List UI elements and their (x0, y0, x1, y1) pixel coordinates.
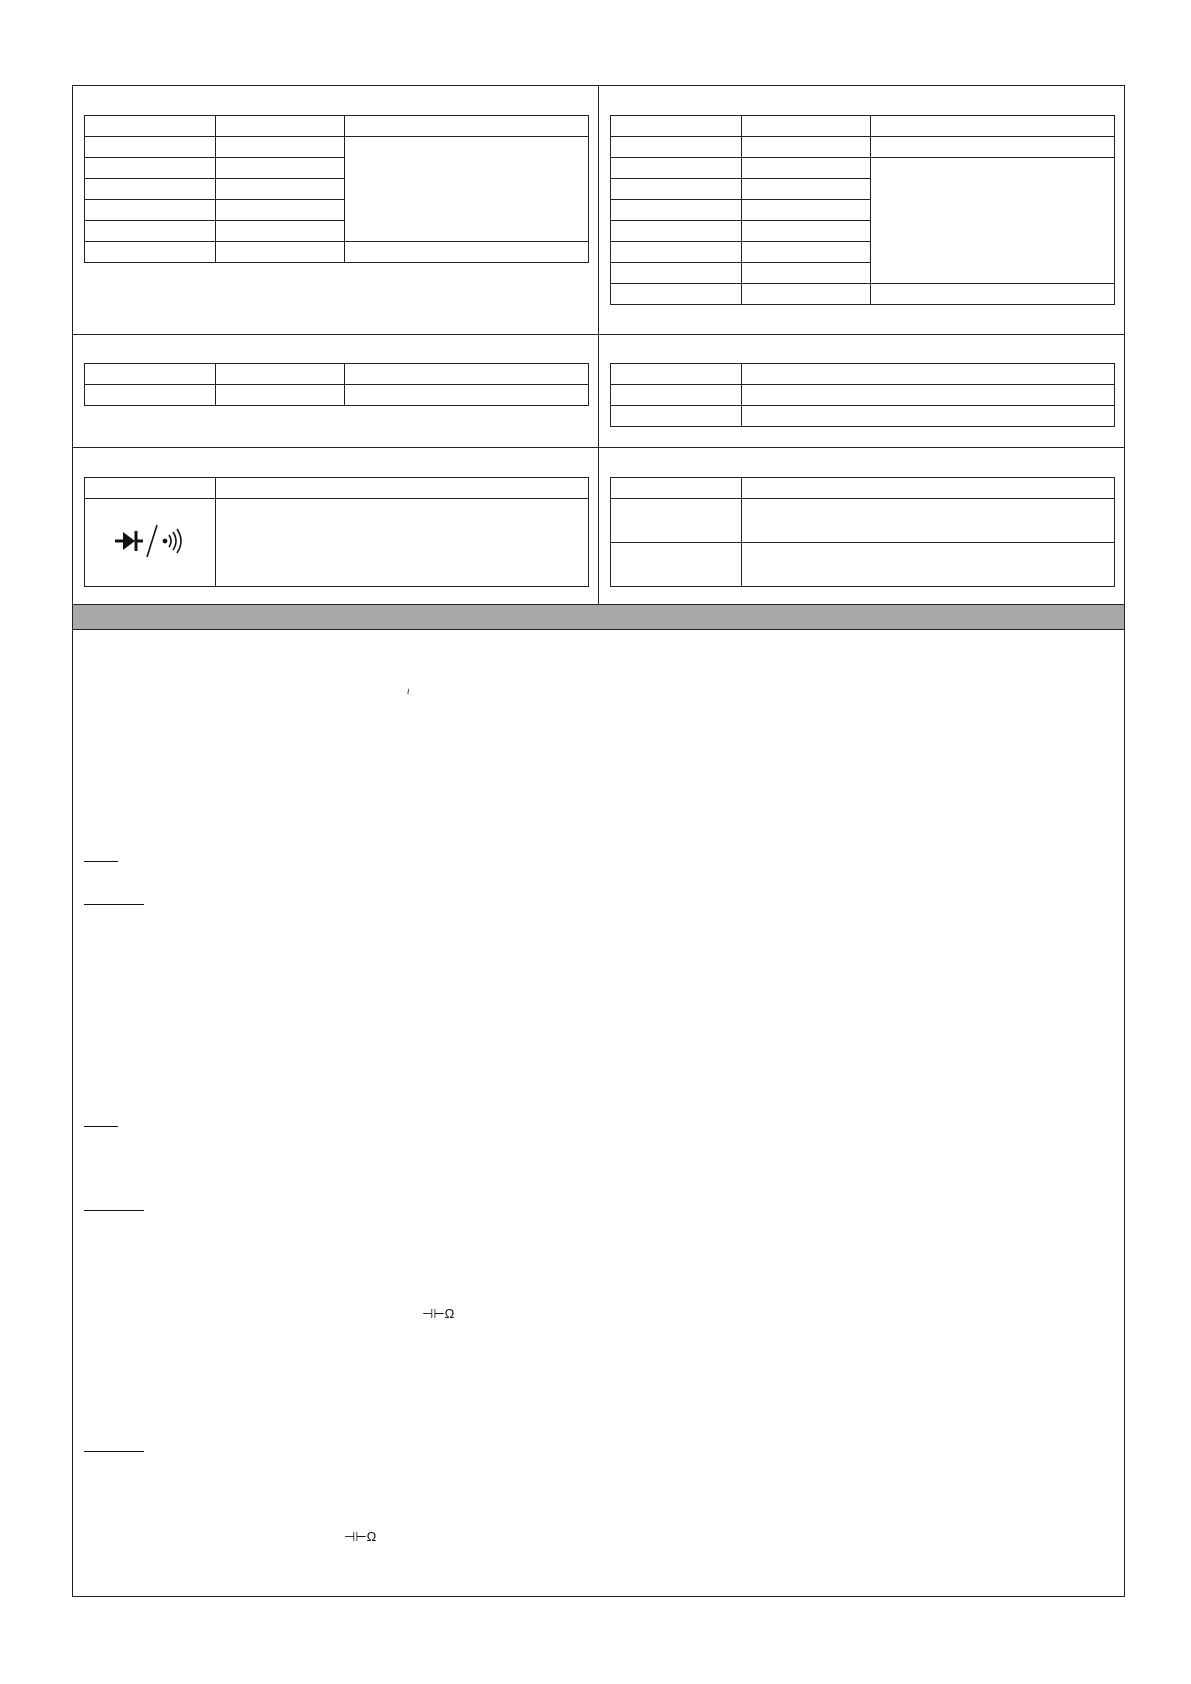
diode-continuity-symbol (85, 499, 216, 587)
table-row (85, 242, 589, 263)
table-cell (345, 116, 589, 137)
table-row (85, 137, 589, 158)
table-cell (216, 179, 345, 200)
table-cell (611, 200, 742, 221)
heading-underline-3 (84, 1126, 118, 1127)
table-cell (85, 242, 216, 263)
table-cell (216, 478, 589, 499)
spec-table-middle-left (84, 363, 589, 406)
table-cell (345, 364, 589, 385)
heading-underline-2 (84, 904, 144, 905)
section-header-band (73, 604, 1124, 630)
table-cell (871, 137, 1115, 158)
table-cell (611, 263, 742, 284)
spec-table-middle-right (610, 363, 1115, 427)
table-cell (742, 385, 1115, 406)
capacitor-ohm-icon-2: ⊣⊢Ω (344, 1529, 377, 1544)
heading-underline-4 (84, 1210, 144, 1211)
table-cell (611, 242, 742, 263)
table-cell (742, 221, 871, 242)
table-row (611, 364, 1115, 385)
table-row (611, 385, 1115, 406)
table-row (611, 284, 1115, 305)
table-cell (85, 221, 216, 242)
table-row (611, 158, 1115, 179)
capacitor-ohm-icon: ⊣⊢Ω (422, 1306, 455, 1321)
diode-continuity-icon (113, 521, 187, 561)
table-cell (742, 137, 871, 158)
heading-underline-5 (84, 1451, 144, 1452)
table-cell (742, 158, 871, 179)
table-row (611, 543, 1115, 587)
table-cell (85, 200, 216, 221)
table-row (611, 116, 1115, 137)
table-cell (345, 242, 589, 263)
table-cell (742, 263, 871, 284)
table-cell (611, 116, 742, 137)
table-cell (742, 284, 871, 305)
table-row (611, 137, 1115, 158)
spec-table-diode (84, 477, 589, 587)
table-cell (871, 116, 1115, 137)
spec-table-top-right (610, 115, 1115, 305)
row-divider-1 (73, 334, 1124, 335)
table-cell (85, 364, 216, 385)
table-cell (611, 364, 742, 385)
table-cell (611, 158, 742, 179)
table-cell (216, 221, 345, 242)
table-cell (216, 116, 345, 137)
column-divider (598, 86, 599, 604)
table-cell (742, 242, 871, 263)
spec-table-top-left (84, 115, 589, 263)
table-cell (611, 499, 742, 543)
table-cell (345, 137, 589, 242)
table-cell (85, 385, 216, 406)
table-cell (611, 543, 742, 587)
table-cell (742, 499, 1115, 543)
table-cell (611, 478, 742, 499)
table-cell (871, 284, 1115, 305)
row-divider-2 (73, 447, 1124, 448)
table-cell (85, 179, 216, 200)
table-cell (85, 116, 216, 137)
table-cell (742, 543, 1115, 587)
table-cell (216, 200, 345, 221)
table-cell (742, 478, 1115, 499)
table-cell (611, 137, 742, 158)
table-row (85, 385, 589, 406)
continuity-icon (163, 529, 181, 553)
table-cell (216, 137, 345, 158)
table-cell (85, 137, 216, 158)
table-cell (216, 242, 345, 263)
table-row (611, 499, 1115, 543)
table-cell (742, 116, 871, 137)
table-cell (742, 179, 871, 200)
table-cell (216, 385, 345, 406)
ac-voltage-icon: ~ (401, 688, 414, 695)
table-cell (611, 406, 742, 427)
table-cell (742, 200, 871, 221)
table-row (85, 364, 589, 385)
diode-icon (115, 531, 143, 551)
table-row (611, 406, 1115, 427)
table-cell (85, 478, 216, 499)
table-cell (871, 158, 1115, 284)
table-cell (742, 406, 1115, 427)
table-cell (216, 499, 589, 587)
table-row (85, 499, 589, 587)
table-row (85, 478, 589, 499)
table-row (85, 116, 589, 137)
table-cell (85, 158, 216, 179)
table-cell (216, 158, 345, 179)
table-cell (345, 385, 589, 406)
table-cell (611, 221, 742, 242)
table-cell (216, 364, 345, 385)
spec-table-bottom-right (610, 477, 1115, 587)
table-cell (611, 284, 742, 305)
heading-underline-1 (84, 861, 118, 862)
table-row (611, 478, 1115, 499)
table-cell (742, 364, 1115, 385)
table-cell (611, 385, 742, 406)
document-frame (72, 85, 1125, 1597)
table-cell (611, 179, 742, 200)
